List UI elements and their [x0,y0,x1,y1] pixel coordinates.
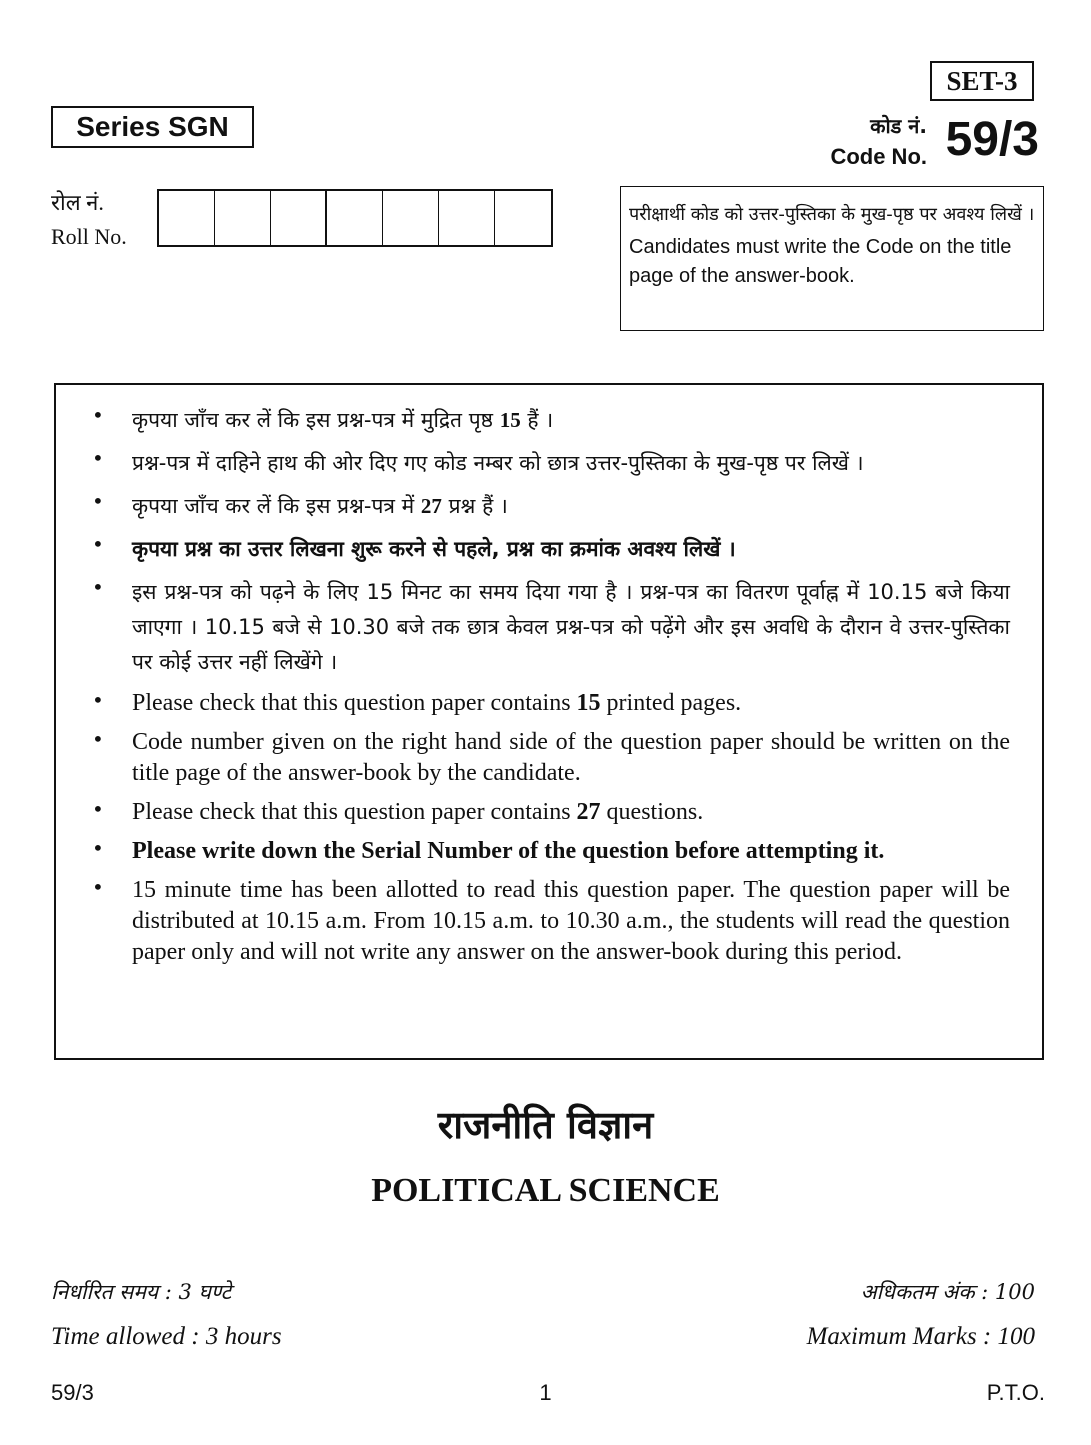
bullet-icon: • [92,575,104,599]
instruction-text-tail: printed pages. [600,690,742,716]
instruction-item [92,836,1010,867]
bullet-icon: • [92,727,104,751]
instruction-text [132,532,1010,567]
instruction-text-lead: Please write down the Serial Number of the question before attempting it. [132,838,885,864]
instruction-item [92,875,1010,968]
series-label: Series SGN [51,106,254,148]
roll-label-hindi: रोल नं. [51,190,104,215]
roll-label [51,186,127,254]
bullet-icon: • [92,446,104,470]
set-label: SET-3 [930,61,1034,101]
instruction-item [92,575,1010,680]
subject-title-hindi: राजनीति विज्ञान [437,1103,654,1147]
instruction-item [92,403,1010,438]
roll-number-box[interactable] [439,191,495,245]
instruction-text [132,875,1010,968]
instruction-text [132,797,1010,828]
instruction-number: 27 [576,799,601,825]
instruction-text [132,575,1010,680]
candidate-note-box [620,186,1044,331]
footer-code: 59/3 [51,1380,94,1405]
instruction-text-lead: कृपया जाँच कर लें कि इस प्रश्न-पत्र में मुद्रित पृष्ठ [132,408,500,432]
roll-number-box[interactable] [495,191,551,245]
roll-number-box[interactable] [159,191,215,245]
instruction-text-lead: Code number given on the right hand side of the question paper should be written on the title page of the answer-book by the candidate. [132,729,1010,786]
instruction-text-lead: इस प्रश्न-पत्र को पढ़ने के लिए 15 मिनट का समय दिया गया है । प्रश्न-पत्र का वितरण पूर्वाह्न में 10.15 बजे किया जाएगा । 10.15 बजे से 10.30 बजे तक छात्र केवल प्रश्न-पत्र को पढ़ेंगे और इस अवधि के दौरान वे उत्तर-पुस्तिका पर कोई उत्तर नहीं लिखेंगे । [132,580,1010,674]
maximum-marks-hindi: अधिकतम अंक : 100 [860,1280,1035,1304]
instruction-number: 15 [576,690,601,716]
instruction-text-lead: Please check that this question paper contains [132,799,577,825]
instruction-item [92,446,1010,481]
instruction-text [132,489,1010,524]
roll-number-boxes[interactable] [157,189,553,247]
instruction-text-tail: प्रश्न हैं । [441,494,508,518]
instruction-text-lead: Please check that this question paper contains [132,690,577,716]
instruction-text-lead: कृपया प्रश्न का उत्तर लिखना शुरू करने से पहले, प्रश्न का क्रमांक अवश्य लिखें । [132,537,736,561]
instructions-box [54,383,1044,1060]
time-allowed-english: Time allowed : 3 hours [51,1323,282,1350]
bullet-icon: • [92,836,104,860]
bullet-icon: • [92,403,104,427]
instruction-text [132,836,1010,867]
bullet-icon: • [92,489,104,513]
candidate-note-english: Candidates must write the Code on the title page of the answer-book. [629,236,1012,287]
instruction-item [92,797,1010,828]
bullet-icon: • [92,875,104,899]
bullet-icon: • [92,688,104,712]
candidate-note-hindi: परीक्षार्थी कोड को उत्तर-पुस्तिका के मुख-पृष्ठ पर अवश्य लिखें । [629,204,1035,225]
instruction-item [92,489,1010,524]
roll-label-english: Roll No. [51,224,127,249]
instruction-text [132,403,1010,438]
roll-number-box[interactable] [215,191,271,245]
footer-pto: P.T.O. [986,1380,1045,1405]
instruction-text-lead: कृपया जाँच कर लें कि इस प्रश्न-पत्र में [132,494,421,518]
instruction-text [132,688,1010,719]
roll-number-box[interactable] [271,191,327,245]
instructions-list [92,403,1010,968]
instruction-item [92,688,1010,719]
subject-title-english: POLITICAL SCIENCE [371,1172,720,1209]
instruction-text-tail: questions. [600,799,704,825]
instruction-number: 15 [499,408,521,432]
instruction-item [92,727,1010,789]
maximum-marks-english: Maximum Marks : 100 [806,1323,1035,1350]
footer-page-number: 1 [539,1380,552,1405]
instruction-text-lead: 15 minute time has been allotted to read this question paper. The question paper will be distributed at 10.15 a.m. From 10.15 a.m. to 10.30 a.m., the students will read the question paper only and will not write any answer on the answer-book during this period. [132,877,1010,965]
bullet-icon: • [92,532,104,556]
code-number: 59/3 [945,113,1039,166]
code-label-english: Code No. [830,144,927,169]
bullet-icon: • [92,797,104,821]
code-block [779,110,1039,174]
time-allowed-hindi: निर्धारित समय : 3 घण्टे [51,1280,232,1304]
roll-number-box[interactable] [383,191,439,245]
instruction-number: 27 [420,494,442,518]
instruction-text-lead: प्रश्न-पत्र में दाहिने हाथ की ओर दिए गए कोड नम्बर को छात्र उत्तर-पुस्तिका के मुख-पृष्ठ पर लिखें । [132,451,864,475]
instruction-text-tail: हैं । [520,408,554,432]
roll-number-box[interactable] [327,191,383,245]
code-label-hindi: कोड नं. [870,114,927,138]
instruction-text [132,727,1010,789]
instruction-item [92,532,1010,567]
instruction-text [132,446,1010,481]
